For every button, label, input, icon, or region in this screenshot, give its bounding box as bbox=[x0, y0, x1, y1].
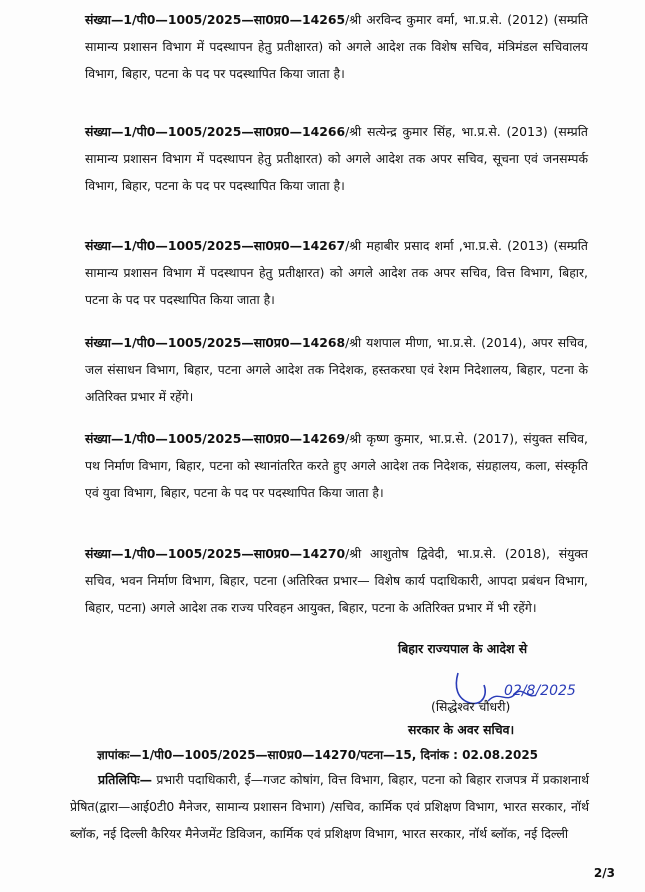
order-number: संख्या—1/पी0—1005/2025—सा0प्र0—14266 bbox=[85, 124, 346, 139]
signatory-name: (सिद्धेश्वर चौधरी) bbox=[431, 699, 511, 714]
order-number: संख्या—1/पी0—1005/2025—सा0प्र0—14265 bbox=[85, 12, 346, 27]
order-paragraph-14266 bbox=[85, 118, 588, 199]
order-text: /श्री कृष्ण कुमार, भा.प्र.से. (2017), संयुक्त सचिव, पथ निर्माण विभाग, बिहार, पटना को स्थानांतरित करते हुए अगले आदेश तक निदेशक, संग्रहालय, कला, संस्कृति एवं युवा विभाग, बिहार, पटना के पद पर पदस्थापित किया जाता है। bbox=[85, 431, 588, 500]
order-text: /श्री महाबीर प्रसाद शर्मा ,भा.प्र.से. (2013) (सम्प्रति सामान्य प्रशासन विभाग में पदस्थापन हेतु प्रतीक्षारत) को अगले आदेश तक अपर सचिव, वित्त विभाग, बिहार, पटना के पद पर पदस्थापित किया जाता है। bbox=[85, 238, 588, 307]
order-number: संख्या—1/पी0—1005/2025—सा0प्र0—14268 bbox=[85, 335, 346, 350]
order-number: संख्या—1/पी0—1005/2025—सा0प्र0—14270 bbox=[85, 546, 346, 561]
order-paragraph-14267 bbox=[85, 232, 588, 313]
signature-date: 02/8/2025 bbox=[504, 683, 576, 699]
page-number: 2/3 bbox=[593, 866, 615, 880]
order-text: /श्री यशपाल मीणा, भा.प्र.से. (2014), अपर सचिव, जल संसाधन विभाग, बिहार, पटना अगले आदेश तक निदेशक, हस्तकरघा एवं रेशम निदेशालय, बिहार, पटना के अतिरिक्त प्रभार में रहेंगे। bbox=[85, 335, 588, 404]
memo-number: ज्ञापांकः—1/पी0—1005/2025—सा0प्र0—14270/पटना—15, दिनांक : 02.08.2025 bbox=[97, 748, 539, 762]
order-paragraph-14265 bbox=[85, 6, 588, 87]
order-text: /श्री सत्येन्द्र कुमार सिंह, भा.प्र.से. (2013) (सम्प्रति सामान्य प्रशासन विभाग में पदस्थापन हेतु प्रतीक्षारत) को अगले आदेश तक अपर सचिव, सूचना एवं जनसम्पर्क विभाग, बिहार, पटना के पद पर पदस्थापित किया जाता है। bbox=[85, 124, 588, 193]
order-number: संख्या—1/पी0—1005/2025—सा0प्र0—14269 bbox=[85, 431, 346, 446]
order-number: संख्या—1/पी0—1005/2025—सा0प्र0—14267 bbox=[85, 238, 346, 253]
copy-paragraph bbox=[70, 766, 589, 847]
copy-label: प्रतिलिपिः— bbox=[98, 772, 153, 787]
order-paragraph-14269 bbox=[85, 425, 588, 506]
order-paragraph-14270 bbox=[85, 540, 588, 621]
signing-authority: बिहार राज्यपाल के आदेश से bbox=[398, 641, 528, 656]
order-text: /श्री आशुतोष द्विवेदी, भा.प्र.से. (2018), संयुक्त सचिव, भवन निर्माण विभाग, बिहार, पटना (अतिरिक्त प्रभार— विशेष कार्य पदाधिकारी, आपदा प्रबंधन विभाग, बिहार, पटना) अगले आदेश तक राज्य परिवहन आयुक्त, बिहार, पटना के अतिरिक्त प्रभार में भी रहेंगे। bbox=[85, 546, 588, 615]
copy-text: प्रभारी पदाधिकारी, ई—गजट कोषांग, वित्त विभाग, बिहार, पटना को बिहार राजपत्र में प्रकाशनार्थ प्रेषित(द्वारा—आई0टी0 मैनेजर, सामान्य प्रशासन विभाग) /सचिव, कार्मिक एवं प्रशिक्षण विभाग, भारत सरकार, नॉर्थ ब्लॉक, नई दिल्ली कैरियर मैनेजमेंट डिविजन, कार्मिक एवं प्रशिक्षण विभाग, भारत सरकार, नॉर्थ ब्लॉक, नई दिल्ली bbox=[70, 772, 589, 841]
order-text: /श्री अरविन्द कुमार वर्मा, भा.प्र.से. (2012) (सम्प्रति सामान्य प्रशासन विभाग में पदस्थापन हेतु प्रतीक्षारत) को अगले आदेश तक विशेष सचिव, मंत्रिमंडल सचिवालय विभाग, बिहार, पटना के पद पर पदस्थापित किया जाता है। bbox=[85, 12, 588, 81]
order-paragraph-14268 bbox=[85, 329, 588, 410]
signatory-designation: सरकार के अवर सचिव। bbox=[408, 722, 515, 737]
